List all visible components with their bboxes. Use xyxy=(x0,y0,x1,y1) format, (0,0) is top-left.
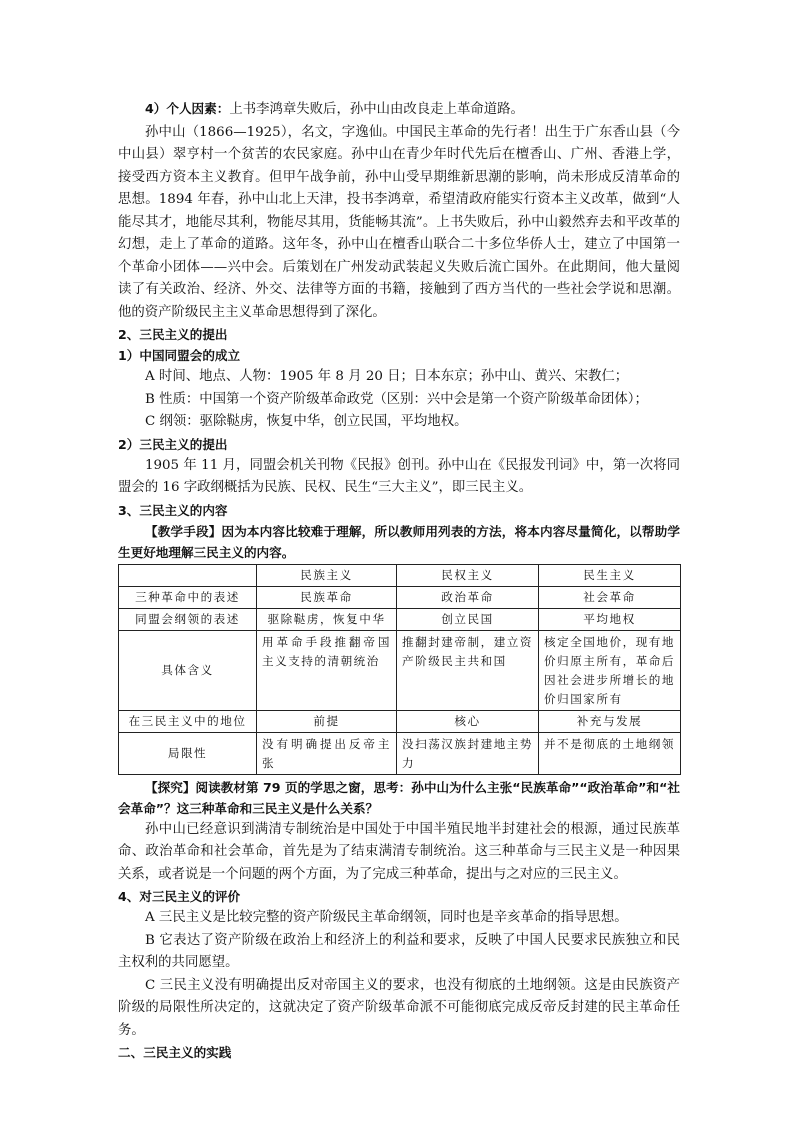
table-cell: 政治革命 xyxy=(397,586,539,608)
table-header-cell: 民族主义 xyxy=(257,564,397,586)
table-header-cell: 民权主义 xyxy=(397,564,539,586)
table-row xyxy=(119,630,681,710)
table-cell: 并不是彻底的土地纲领 xyxy=(539,732,681,774)
table-row-label: 三种革命中的表述 xyxy=(119,586,257,608)
table-cell: 推翻封建帝制，建立资产阶级民主共和国 xyxy=(397,630,539,710)
table-row xyxy=(119,608,681,630)
section-4-text: 上书李鸿章失败后，孙中山由改良走上革命道路。 xyxy=(229,102,524,117)
table-header-row xyxy=(119,564,681,586)
table-cell: 没扫荡汉族封建地主势力 xyxy=(397,732,539,774)
table-cell: 民族革命 xyxy=(257,586,397,608)
sun-yatsen-paragraph: 孙中山（1866—1925），名文，字逸仙。中国民主革命的先行者！出生于广东香山县（今中山县）翠亨村一个贫苦的农民家庭。孙中山在青少年时代先后在檀香山、广州、香港上学，接受西方资本主义教育。但甲午战争前，孙中山受早期维新思潮的影响，尚未形成反清革命的思想。1894 年春，孙中山北上天津，投书李鸿章，希望清政府能实行资本主义改革，做到“人能尽其才，地能尽其利，物能尽其用，货能畅其流”。上书失败后，孙中山毅然弃去和平改革的幻想，走上了革命的道路。这年冬，孙中山在檀香山联合二十多位华侨人士，建立了中国第一个革命小团体——兴中会。后策划在广州发动武装起义失败后流亡国外。在此期间，他大量阅读了有关政治、经济、外交、法律等方面的书籍，接触到了西方当代的一些社会学说和思潮。他的资产阶级民主主义革命思想得到了深化。 xyxy=(118,124,680,320)
heading-content: 3、三民主义的内容 xyxy=(118,502,228,518)
evaluation-a: A 三民主义是比较完整的资产阶级民主革命纲领，同时也是辛亥革命的指导思想。 xyxy=(145,910,628,925)
table-row xyxy=(119,732,681,774)
evaluation-b: B 它表达了资产阶级在政治上和经济上的利益和要求，反映了中国人民要求民族独立和民主权利的共同愿望。 xyxy=(118,932,680,970)
table-cell: 补充与发展 xyxy=(539,710,681,732)
three-principles-table xyxy=(118,564,681,775)
teaching-note: 【教学手段】因为本内容比较难于理解，所以教师用列表的方法，将本内容尽量简化，以帮助学生更好地理解三民主义的内容。 xyxy=(118,523,680,560)
table-row-label: 局限性 xyxy=(119,732,257,774)
subheading-proposal: 2）三民主义的提出 xyxy=(118,436,228,452)
table-row-label: 具体含义 xyxy=(119,630,257,710)
subheading-tongmenghui: 1）中国同盟会的成立 xyxy=(118,348,241,363)
table-row-label: 同盟会纲领的表述 xyxy=(119,608,257,630)
table-row xyxy=(119,710,681,732)
table-cell: 创立民国 xyxy=(397,608,539,630)
table-row-label: 在三民主义中的地位 xyxy=(119,710,257,732)
table-cell: 没有明确提出反帝主张 xyxy=(257,732,397,774)
item-c-program: C 纲领：驱除鞑虏，恢复中华，创立民国，平均地权。 xyxy=(145,414,468,429)
table-cell: 前提 xyxy=(257,710,397,732)
table-cell: 平均地权 xyxy=(539,608,681,630)
table-row xyxy=(119,586,681,608)
minbao-paragraph: 1905 年 11 月，同盟会机关刊物《民报》创刊。孙中山在《民报发刊词》中，第一次将同盟会的 16 字政纲概括为民族、民权、民生“三大主义”，即三民主义。 xyxy=(118,457,680,495)
item-b-nature: B 性质：中国第一个资产阶级革命政党（区别：兴中会是第一个资产阶级革命团体）； xyxy=(145,391,648,407)
table-cell: 核心 xyxy=(397,710,539,732)
document-page xyxy=(118,98,680,1063)
explore-question: 【探究】阅读教材第 79 页的学思之窗，思考：孙中山为什么主张“民族革命”“政治革命”和“社会革命”？这三种革命和三民主义是什么关系？ xyxy=(118,779,680,816)
table-cell: 驱除鞑虏，恢复中华 xyxy=(257,608,397,630)
section-4-personal-factor xyxy=(118,98,680,122)
table-header-cell xyxy=(119,564,257,586)
heading-part-two: 二、三民主义的实践 xyxy=(118,1045,232,1060)
table-header-cell: 民生主义 xyxy=(539,564,681,586)
heading-evaluation: 4、对三民主义的评价 xyxy=(118,889,241,904)
evaluation-c: C 三民主义没有明确提出反对帝国主义的要求，也没有彻底的土地纲领。这是由民族资产阶级的局限性所决定的，这就决定了资产阶级革命派不可能彻底完成反帝反封建的民主革命任务。 xyxy=(118,977,680,1038)
explore-answer: 孙中山已经意识到满清专制统治是中国处于中国半殖民地半封建社会的根源，通过民族革命、政治革命和社会革命，首先是为了结束满清专制统治。这三种革命与三民主义是一种因果关系，或者说是一个问题的两个方面，为了完成三种革命，提出与之对应的三民主义。 xyxy=(118,821,680,882)
table-cell: 用革命手段推翻帝国主义支持的清朝统治 xyxy=(257,630,397,710)
section-4-label: 4）个人因素： xyxy=(145,101,230,116)
item-a-time-place: A 时间、地点、人物：1905 年 8 月 20 日；日本东京；孙中山、黄兴、宋教仁； xyxy=(145,369,629,384)
table-cell: 社会革命 xyxy=(539,586,681,608)
heading-proposal: 2、三民主义的提出 xyxy=(118,327,228,342)
table-cell: 核定全国地价，现有地价归原主所有，革命后因社会进步所增长的地价归国家所有 xyxy=(539,630,681,710)
